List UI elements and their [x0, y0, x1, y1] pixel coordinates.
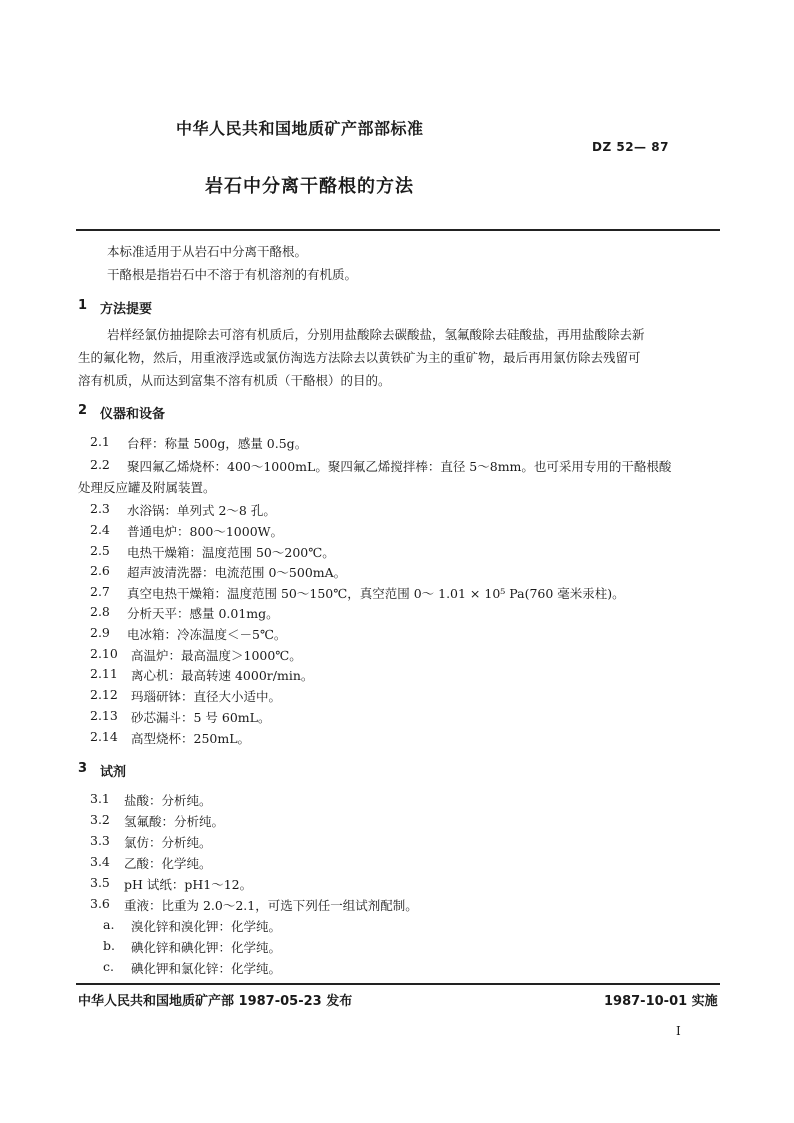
section-2-number: 2: [78, 403, 88, 418]
document-title: 岩石中分离干酪根的方法: [205, 176, 414, 197]
section-1-number: 1: [78, 298, 88, 313]
equipment-item-number: 2.11: [90, 666, 118, 681]
reagent-item-number: 3.4: [90, 854, 110, 869]
reagent-item: 氯仿：分析纯。: [124, 835, 212, 850]
equipment-item: 玛瑙研钵：直径大小适中。: [131, 689, 282, 704]
footer-divider: [76, 983, 720, 985]
section-2-heading: 仪器和设备: [100, 407, 166, 422]
reagent-item: 盐酸：分析纯。: [124, 793, 212, 808]
reagent-item: pH 试纸：pH1～12。: [124, 877, 253, 892]
equipment-item-number: 2.2: [90, 457, 110, 472]
equipment-item-number: 2.3: [90, 501, 110, 516]
equipment-item-number: 2.10: [90, 646, 118, 661]
equipment-item: 水浴锅：单列式 2～8 孔。: [127, 503, 276, 518]
issue-date: 中华人民共和国地质矿产部 1987-05-23 发布: [78, 994, 353, 1009]
equipment-item: 超声波清洗器：电流范围 0～500mA。: [127, 565, 347, 580]
equipment-item: 台秤：称量 500g，感量 0.5g。: [127, 436, 308, 451]
equipment-item-number: 2.8: [90, 604, 110, 619]
reagent-item-number: 3.2: [90, 812, 110, 827]
equipment-item: 普通电炉：800～1000W。: [127, 524, 284, 539]
equipment-item: 高型烧杯：250mL。: [131, 731, 251, 746]
section-1-line: 溶有机质，从而达到富集不溶有机质（干酪根）的目的。: [78, 373, 391, 388]
equipment-item-number: 2.14: [90, 729, 118, 744]
heavy-liquid-option: 碘化钾和氯化锌：化学纯。: [131, 961, 282, 976]
intro-definition: 干酪根是指岩石中不溶于有机溶剂的有机质。: [107, 267, 358, 282]
equipment-item-number: 2.9: [90, 625, 110, 640]
page-number: I: [676, 1024, 681, 1038]
heavy-liquid-option-label: a.: [103, 917, 115, 932]
reagent-item-number: 3.5: [90, 875, 110, 890]
equipment-item: 高温炉：最高温度＞1000℃。: [131, 648, 302, 663]
equipment-item-number: 2.6: [90, 563, 110, 578]
reagent-item: 氢氟酸：分析纯。: [124, 814, 225, 829]
section-3-number: 3: [78, 761, 88, 776]
equipment-item: 离心机：最高转速 4000r/min。: [131, 668, 314, 683]
section-3-heading: 试剂: [100, 765, 127, 780]
header-divider: [76, 229, 720, 231]
equipment-item: 电热干燥箱：温度范围 50～200℃。: [127, 545, 335, 560]
equipment-item-number: 2.1: [90, 434, 110, 449]
equipment-item-continuation: 处理反应罐及附属装置。: [78, 480, 216, 495]
reagent-item-number: 3.6: [90, 896, 110, 911]
intro-scope: 本标准适用于从岩石中分离干酪根。: [107, 244, 308, 259]
equipment-item: 电冰箱：冷冻温度＜－5℃。: [127, 627, 287, 642]
heavy-liquid-option-label: b.: [103, 938, 115, 953]
reagent-item-number: 3.3: [90, 833, 110, 848]
reagent-item: 乙酸：化学纯。: [124, 856, 212, 871]
equipment-item: 砂芯漏斗：5 号 60mL。: [131, 710, 271, 725]
heavy-liquid-option: 溴化锌和溴化钾：化学纯。: [131, 919, 282, 934]
equipment-item: 分析天平：感量 0.01mg。: [127, 606, 279, 621]
section-1-heading: 方法提要: [100, 302, 153, 317]
equipment-item-number: 2.13: [90, 708, 118, 723]
section-1-line: 岩样经氯仿抽提除去可溶有机质后，分别用盐酸除去碳酸盐，氢氟酸除去硅酸盐，再用盐酸除去新: [107, 327, 645, 342]
equipment-item: 聚四氟乙烯烧杯：400～1000mL。聚四氟乙烯搅拌棒：直径 5～8mm。也可采用专用的干酪根酸: [127, 459, 672, 474]
equipment-item: 真空电热干燥箱：温度范围 50～150℃，真空范围 0～ 1.01 × 10⁵ Pa(760 毫米汞柱)。: [127, 586, 625, 601]
section-1-line: 生的氟化物，然后，用重液浮选或氯仿淘选方法除去以黄铁矿为主的重矿物，最后再用氯仿除去残留可: [78, 350, 641, 365]
equipment-item-number: 2.4: [90, 522, 110, 537]
equipment-item-number: 2.12: [90, 687, 118, 702]
heavy-liquid-option-label: c.: [103, 959, 114, 974]
issuing-authority: 中华人民共和国地质矿产部部标准: [176, 119, 424, 138]
equipment-item-number: 2.7: [90, 584, 110, 599]
standard-code: DZ 52— 87: [592, 140, 669, 154]
equipment-item-number: 2.5: [90, 543, 110, 558]
reagent-item-number: 3.1: [90, 791, 110, 806]
heavy-liquid-option: 碘化锌和碘化钾：化学纯。: [131, 940, 282, 955]
effective-date: 1987-10-01 实施: [604, 994, 718, 1009]
reagent-item: 重液：比重为 2.0～2.1，可选下列任一组试剂配制。: [124, 898, 418, 913]
